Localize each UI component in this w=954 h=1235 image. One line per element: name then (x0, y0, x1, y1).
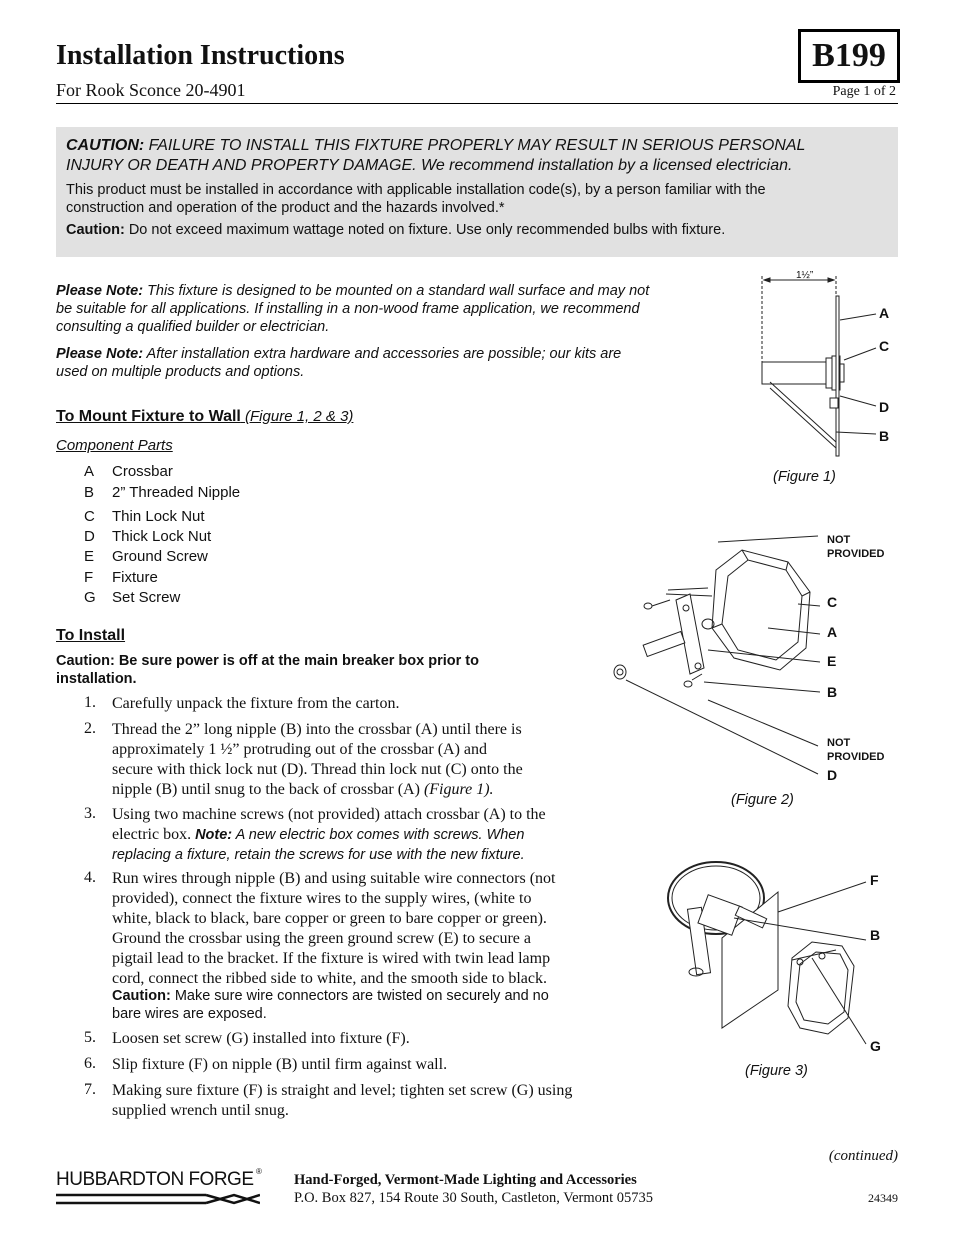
document-code-box: B199 (798, 29, 900, 83)
step-caution-label: Caution: (112, 988, 171, 1004)
step-line: white, black to black, bare copper or green to bare copper or green). (112, 910, 547, 927)
mount-figures-ref: (Figure 1, 2 & 3) (240, 408, 354, 425)
figure-3-callout-g: G (870, 1038, 881, 1054)
figure-2-not-provided-bottom (827, 736, 884, 764)
caution-main-line2: INJURY OR DEATH AND PROPERTY DAMAGE. We recommend installation by a licensed electrician. (66, 157, 793, 174)
step-line: nipple (B) until snug to the back of crossbar (A) (112, 781, 424, 798)
figure-3-callout-f: F (870, 872, 879, 888)
figure-2-callout-b: B (827, 684, 838, 700)
part-name: Crossbar (112, 463, 173, 480)
note-2-line: used on multiple products and options. (56, 364, 305, 380)
step-number: 3. (84, 805, 96, 822)
step-note-text: A new electric box comes with screws. When (232, 827, 525, 843)
figure-3-label: (Figure 3) (745, 1063, 808, 1079)
note-1-line: This fixture is designed to be mounted on a standard wall surface and may not (143, 283, 650, 299)
page-subtitle: For Rook Sconce 20-4901 (56, 80, 246, 100)
continued-note: (continued) (828, 1148, 898, 1164)
page-title: Installation Instructions (56, 40, 345, 71)
step-text (112, 1029, 612, 1049)
step-note-label: Note: (195, 827, 233, 843)
step-line: Ground the crossbar using the green ground screw (E) to secure a (112, 930, 531, 947)
step-line: Carefully unpack the fixture from the carton. (112, 695, 400, 712)
hubbardton-forge-logo (56, 1167, 266, 1209)
caution-main-line1: FAILURE TO INSTALL THIS FIXTURE PROPERLY MAY RESULT IN SERIOUS PERSONAL (144, 137, 806, 154)
caution-sub-text (66, 181, 866, 217)
part-name: Thin Lock Nut (112, 508, 205, 525)
mount-heading-text: To Mount Fixture to Wall (56, 408, 241, 425)
figure-1-callout-b: B (879, 428, 890, 444)
caution-sub-line1: This product must be installed in accordance with applicable installation code(s), by a person familiar with the (66, 182, 766, 198)
figure-2-label: (Figure 2) (731, 792, 794, 808)
step-caution-text: Make sure wire connectors are twisted on securely and no (170, 988, 549, 1004)
step-line: Run wires through nipple (B) and using suitable wire connectors (not (112, 870, 556, 887)
part-letter: F (84, 569, 94, 586)
part-name: 2” Threaded Nipple (112, 484, 241, 501)
footer-document-number: 24349 (868, 1191, 898, 1205)
install-heading: To Install (56, 627, 126, 644)
figure-2-not-provided-top (827, 533, 884, 561)
step-line: supplied wrench until snug. (112, 1102, 289, 1119)
logo-wordmark: HUBBARDTON FORGE (56, 1169, 254, 1190)
header-divider (56, 103, 898, 104)
figure-1-callout-c: C (879, 338, 890, 354)
step-text (112, 805, 632, 865)
part-letter: A (84, 463, 95, 480)
part-name: Set Screw (112, 589, 181, 606)
part-name: Thick Lock Nut (112, 528, 212, 545)
caution-sub-line2: construction and operation of the product and the hazards involved.* (66, 200, 505, 216)
figure-3-callout-b: B (870, 927, 881, 943)
note-1-line: consulting a qualified builder or electrician. (56, 319, 330, 335)
page-number: Page 1 of 2 (832, 84, 896, 99)
footer-tagline: Hand-Forged, Vermont-Made Lighting and Accessories (294, 1172, 637, 1188)
step-number: 6. (84, 1055, 96, 1072)
step-text (112, 720, 612, 800)
step-text (112, 1055, 612, 1075)
step-line: Making sure fixture (F) is straight and level; tighten set screw (G) using (112, 1082, 573, 1099)
step-number: 1. (84, 694, 96, 711)
step-caution-line2: bare wires are exposed. (112, 1006, 267, 1022)
step-text (112, 1081, 632, 1121)
step-number: 7. (84, 1081, 96, 1098)
part-letter: D (84, 528, 95, 545)
not-provided-line: PROVIDED (827, 751, 885, 763)
part-name: Fixture (112, 569, 158, 586)
caution-wattage-label: Caution: (66, 222, 125, 238)
figure-1-dimension: 1½” (796, 270, 814, 281)
step-4-caution (112, 987, 632, 1023)
part-letter: E (84, 548, 95, 565)
step-line: provided), connect the fixture wires to the supply wires, (white to (112, 890, 532, 907)
caution-main-text (66, 136, 886, 176)
part-letter: B (84, 484, 95, 501)
step-line: electric box. (112, 826, 196, 843)
caution-main-label: CAUTION: (66, 137, 145, 154)
figure-2-illustration (608, 530, 828, 780)
step-line: approximately 1 ½” protruding out of the crossbar (A) and (112, 741, 488, 758)
install-caution-line: Caution: Be sure power is off at the main breaker box prior to (56, 653, 479, 669)
note-1-label: Please Note: (56, 283, 144, 299)
step-figure-ref: (Figure 1). (423, 781, 494, 798)
not-provided-line: PROVIDED (827, 548, 885, 560)
step-line: Using two machine screws (not provided) attach crossbar (A) to the (112, 806, 546, 823)
figure-2-callout-c: C (827, 594, 838, 610)
step-note-line2: replacing a fixture, retain the screws for use with the new fixture. (112, 847, 525, 863)
note-2-line: After installation extra hardware and accessories are possible; our kits are (143, 346, 622, 362)
figure-2-callout-a: A (827, 624, 838, 640)
step-line: cord, connect the ribbed side to white, and the smooth side to black. (112, 970, 547, 987)
step-line: secure with thick lock nut (D). Thread thin lock nut (C) onto the (112, 761, 523, 778)
figure-1-callout-a: A (879, 305, 890, 321)
figure-3-illustration (660, 852, 900, 1052)
logo-underline-mark (56, 1191, 260, 1207)
install-caution (56, 652, 479, 688)
install-caution-line: installation. (56, 671, 137, 687)
step-line: Thread the 2” long nipple (B) into the crossbar (A) until there is (112, 721, 522, 738)
figure-2-callout-d: D (827, 767, 838, 783)
not-provided-line: NOT (827, 534, 851, 546)
step-number: 5. (84, 1029, 96, 1046)
note-1-line: be suitable for all applications. If installing in a non-wood frame application, we recommend (56, 301, 640, 317)
component-parts-heading: Component Parts (56, 437, 173, 454)
caution-wattage-text: Do not exceed maximum wattage noted on fixture. Use only recommended bulbs with fixture. (124, 222, 726, 238)
figure-1-label: (Figure 1) (773, 469, 836, 485)
caution-wattage (66, 222, 725, 238)
logo-registered-mark: ® (256, 1167, 262, 1176)
step-text (112, 869, 632, 989)
not-provided-line: NOT (827, 737, 851, 749)
step-line: pigtail lead to the bracket. If the fixture is wired with twin lead lamp (112, 950, 551, 967)
step-line: Loosen set screw (G) installed into fixture (F). (112, 1030, 410, 1047)
footer-address: P.O. Box 827, 154 Route 30 South, Castleton, Vermont 05735 (294, 1190, 654, 1206)
part-name: Ground Screw (112, 548, 208, 565)
part-letter: C (84, 508, 95, 525)
note-2 (56, 345, 706, 381)
note-2-label: Please Note: (56, 346, 144, 362)
step-number: 4. (84, 869, 96, 886)
part-letter: G (84, 589, 96, 606)
step-text (112, 694, 612, 714)
step-line: Slip fixture (F) on nipple (B) until firm against wall. (112, 1056, 448, 1073)
mount-heading (56, 408, 353, 426)
figure-2-callout-e: E (827, 653, 837, 669)
step-number: 2. (84, 720, 96, 737)
note-1 (56, 282, 706, 336)
figure-1-callout-d: D (879, 399, 890, 415)
